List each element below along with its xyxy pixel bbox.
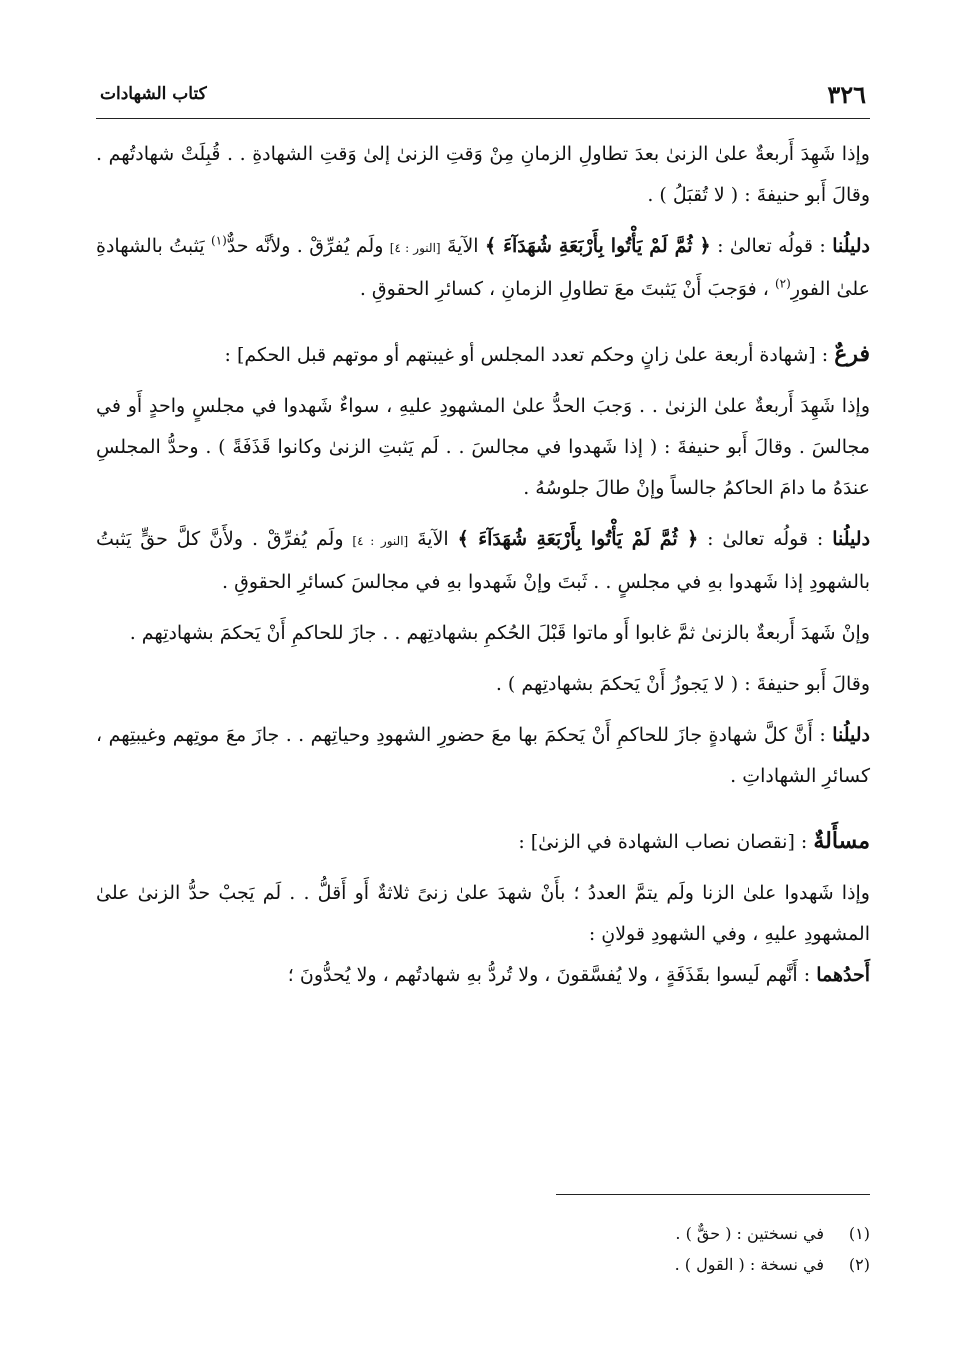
quran-verse: ﴿ ثُمَّ لَمْ يَأْتُوا بِأَرْبَعَةِ شُهَدَآءَ ﴾ xyxy=(457,528,699,550)
paragraph xyxy=(96,873,870,955)
page-header xyxy=(96,80,870,119)
section-title: : [شهادة أربعة علىٰ زانٍ وحكم تعدد المجلس أو غيبتهم أو موتهم قبل الحكم] : xyxy=(224,344,835,366)
paragraph-text: الآيةَ xyxy=(440,235,485,257)
paragraph xyxy=(96,134,870,216)
footnote-text: في نسخة : ( القول ) . xyxy=(674,1255,824,1274)
paragraph xyxy=(96,613,870,654)
quran-verse: ﴿ ثُمَّ لَمْ يَأْتُوا بِأَرْبَعَةِ شُهَدَآءَ ﴾ xyxy=(484,235,711,257)
paragraph-text: ولَم يُفرِّقْ . ولأَنَّ كلَّ حقٍّ يَثبتُ بالشهودِ إذا شَهدوا بهِ في مجلسٍ . . ثَبتَ وإنْ شَهدوا بهِ في مجالسَ كسائرِ الحقوقِ . xyxy=(96,528,870,593)
paragraph-text: ولَم يُفرِّقْ . ولأنَّه حدٌّ xyxy=(226,235,390,257)
paragraph-text: وقالَ أَبو حنيفةَ : ( لا يَجوزُ أَنْ يَحكمَ بشهادتِهم ) . xyxy=(495,673,870,695)
page-number: ٣٢٦ xyxy=(827,80,866,109)
paragraph-text: : أَنَّ كلَّ شهادةٍ جازَ للحاكمِ أَنْ يَحكمَ بها معَ حضورِ الشهودِ وحياتِهم . . جازَ معَ موتِهم وغيبتِهم ، كسائرِ الشهاداتِ . xyxy=(96,724,870,787)
section-heading xyxy=(96,821,870,863)
paragraph-text: وإذا شَهِدَ أَربعةٌ علىٰ الزنىٰ بعدَ تطاولِ الزمانِ مِنْ وَقتِ الزنىٰ إلىٰ وَقتِ الشهادةِ . . قُبِلَتْ شهادتُهم . وقالَ أَبو حنيفةَ : ( لا تُقبَلُ ) . xyxy=(96,143,870,206)
paragraph-text: : قولُه تعالىٰ : xyxy=(698,528,833,550)
section-heading xyxy=(96,334,870,376)
paragraph-text: الآيةَ xyxy=(408,528,458,550)
verse-reference: [النور : ٤] xyxy=(389,241,441,255)
paragraph xyxy=(96,715,870,797)
paragraph xyxy=(96,519,870,603)
footnote-number: (١) xyxy=(848,1224,870,1243)
paragraph-text: وإذا شَهِدَ أَربعةٌ علىٰ الزنىٰ . . وَجبَ الحدُّ علىٰ المشهودِ عليهِ ، سواءٌ شَهدوا في مجلسٍ واحدٍ أَو في مجالسَ . وقالَ أَبو حنيفةَ : ( إذا شَهدوا في مجالسَ . . لَم يَثبتِ الزنىٰ وكانوا قَذَفَةً ) . وحدُّ المجلسِ عندَهُ ما دامَ الحاكمُ جالساً وإنْ طالَ جلوسُهُ . xyxy=(96,395,870,499)
paragraph xyxy=(96,226,870,310)
paragraph-text: : قولُه تعالىٰ : xyxy=(710,235,833,257)
footnote-marker: (٢) xyxy=(774,276,791,291)
footnotes xyxy=(370,1218,870,1280)
section-lead: فرعٌ xyxy=(834,341,870,367)
paragraph xyxy=(96,664,870,705)
footnote-marker: (١) xyxy=(210,233,227,248)
paragraph-text: يَثبتُ بالشهادةِ علىٰ الفورِ xyxy=(96,235,870,300)
paragraph-lead: أَحدُهما xyxy=(816,964,870,986)
paragraph-text: وإنْ شَهدَ أَربعةٌ بالزنىٰ ثمَّ غابوا أَو ماتوا قَبْلَ الحُكمِ بشهادتِهم . . جازَ للحاكمِ أَنْ يَحكمَ بشهادتِهم . xyxy=(129,622,870,644)
section-title: : [نقصان نصاب الشهادة في الزنىٰ] : xyxy=(518,831,814,853)
paragraph-lead: دليلُنا xyxy=(832,235,870,257)
footnote xyxy=(370,1218,870,1249)
footnote-text: في نسختين : ( حقٌّ ) . xyxy=(675,1224,824,1243)
footnote-number: (٢) xyxy=(848,1255,870,1274)
paragraph-text: وإذا شَهدوا علىٰ الزنا ولَم يتمَّ العددُ ؛ بأَنْ شهدَ علىٰ زنىً ثلاثةٌ أَو أَقلُّ . . لَم يَجبْ حدُّ الزنىٰ علىٰ المشهودِ عليهِ ، وفي الشهودِ قولانِ : xyxy=(96,882,870,945)
main-text xyxy=(96,134,870,996)
footnote xyxy=(370,1249,870,1280)
running-title: كتاب الشهادات xyxy=(100,84,207,104)
paragraph-text: ، فوَجبَ أَنْ يَثبتَ معَ تطاولِ الزمانِ ، كسائرِ الحقوقِ . xyxy=(359,278,775,300)
section-lead: مسأَلةٌ xyxy=(813,828,870,854)
paragraph-lead: دليلُنا xyxy=(832,528,871,550)
paragraph-lead: دليلُنا xyxy=(832,724,870,746)
paragraph xyxy=(96,955,870,996)
verse-reference: [النور : ٤] xyxy=(352,534,409,548)
footnote-divider xyxy=(556,1194,870,1195)
paragraph-text: : أَنَّهم لَيسوا بقَذَفَةٍ ، ولا يُفسَّقونَ ، ولا تُردُّ بهِ شهادتُهم ، ولا يُحدُّونَ ؛ xyxy=(287,964,817,986)
paragraph xyxy=(96,386,870,509)
